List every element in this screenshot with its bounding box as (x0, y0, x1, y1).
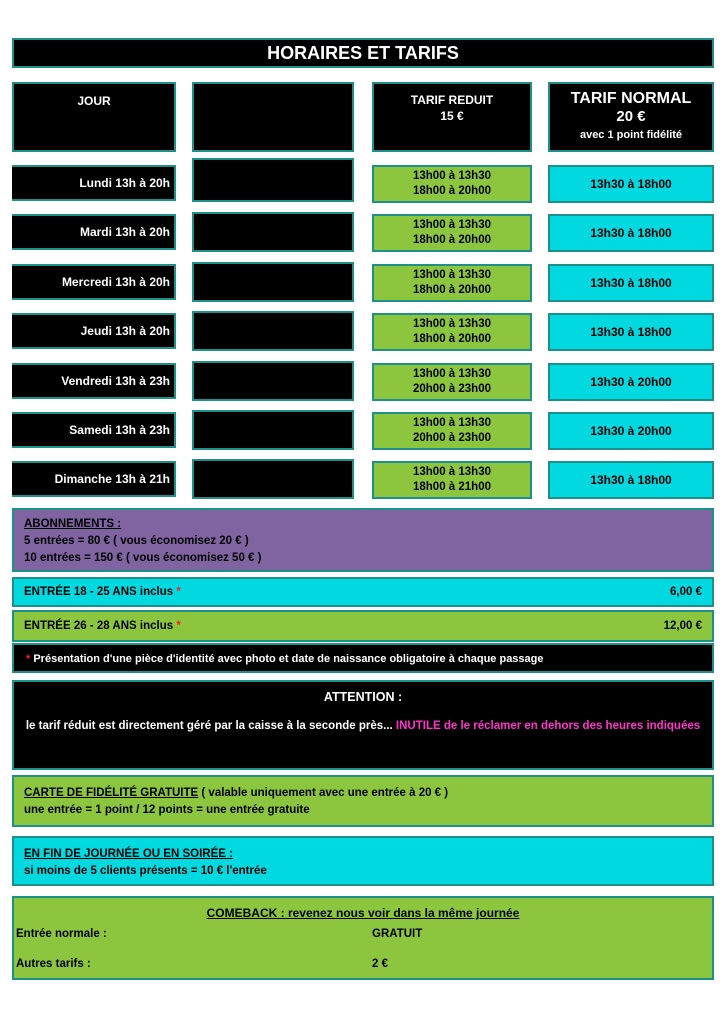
day-reduit-slot (372, 363, 532, 401)
youth-price: 6,00 € (670, 586, 702, 598)
comeback-title: COMEBACK : revenez nous voir dans la même journée (206, 906, 520, 920)
day-reduit-slot (372, 313, 532, 351)
day-reduit-slot (372, 214, 532, 252)
day-label: Vendredi 13h à 23h (12, 363, 176, 399)
reduit-line-2: 20h00 à 23h00 (412, 432, 491, 444)
day-normal-slot: 13h30 à 20h00 (548, 412, 714, 450)
day-label: Samedi 13h à 23h (12, 412, 176, 448)
comeback-row2-label: Autres tarifs : (16, 958, 91, 970)
day-normal-slot: 13h30 à 18h00 (548, 165, 714, 203)
reduit-line-1: 13h00 à 13h30 (412, 170, 491, 182)
reduit-line-1: 13h00 à 13h30 (412, 219, 491, 231)
day-normal-slot: 13h30 à 18h00 (548, 461, 714, 499)
fidelite-line: une entrée = 1 point / 12 points = une entrée gratuite (24, 804, 310, 816)
day-label: Lundi 13h à 20h (12, 165, 176, 201)
day-empty-cell (192, 311, 354, 351)
day-label: Dimanche 13h à 21h (12, 461, 176, 497)
comeback-row2-value: 2 € (372, 958, 388, 970)
reduit-line-1: 13h00 à 13h30 (412, 269, 491, 281)
attention-highlight: INUTILE de le réclamer en dehors des heures indiquées (395, 720, 701, 732)
attention-text: le tarif réduit est directement géré par la caisse à la seconde près... (25, 720, 396, 732)
day-empty-cell (192, 361, 354, 401)
comeback-section (12, 896, 714, 980)
fidelite-title: CARTE DE FIDÉLITÉ GRATUITE (24, 787, 199, 799)
day-empty-cell (192, 410, 354, 450)
reduit-line-1: 13h00 à 13h30 (412, 417, 491, 429)
reduit-line-2: 18h00 à 20h00 (412, 333, 491, 345)
asterisk: * (176, 586, 181, 598)
youth-price: 12,00 € (663, 620, 702, 632)
day-normal-slot: 13h30 à 18h00 (548, 214, 714, 252)
id-note (12, 643, 714, 673)
abonnements-section (12, 508, 714, 572)
abonnements-line-1: 5 entrées = 80 € ( vous économisez 20 € ) (24, 535, 249, 547)
header-tarif-normal (548, 82, 714, 152)
tarif-normal-note: avec 1 point fidélité (579, 129, 683, 141)
day-empty-cell (192, 459, 354, 499)
header-tarif-reduit (372, 82, 532, 152)
comeback-row1-value: GRATUIT (372, 928, 423, 940)
youth-label: ENTRÉE 26 - 28 ANS inclus (24, 620, 174, 632)
day-reduit-slot (372, 461, 532, 499)
day-reduit-slot (372, 165, 532, 203)
asterisk: * (176, 620, 181, 632)
header-empty-column (192, 82, 354, 152)
tarif-normal-label: TARIF NORMAL (570, 90, 692, 107)
day-empty-cell (192, 262, 354, 302)
id-note-text: Présentation d'une pièce d'identité avec photo et date de naissance obligatoire à chaque passage (33, 653, 544, 665)
youth-row-18-25 (12, 577, 714, 607)
day-label: Mardi 13h à 20h (12, 214, 176, 250)
tarif-reduit-price: 15 € (440, 109, 464, 123)
comeback-row1-label: Entrée normale : (16, 928, 107, 940)
day-normal-slot: 13h30 à 20h00 (548, 363, 714, 401)
header-jour (12, 82, 176, 152)
soiree-line: si moins de 5 clients présents = 10 € l'entrée (24, 865, 267, 877)
reduit-line-2: 18h00 à 20h00 (412, 234, 491, 246)
fidelite-title-note: ( valable uniquement avec une entrée à 20 € ) (198, 787, 449, 799)
day-normal-slot: 13h30 à 18h00 (548, 313, 714, 351)
tarif-reduit-label: TARIF REDUIT (410, 93, 494, 107)
page-title: HORAIRES ET TARIFS (12, 38, 714, 68)
youth-label: ENTRÉE 18 - 25 ANS inclus (24, 586, 174, 598)
fidelite-section (12, 775, 714, 827)
tarif-normal-price: 20 € (616, 108, 646, 125)
reduit-line-1: 13h00 à 13h30 (412, 368, 491, 380)
day-label: Jeudi 13h à 20h (12, 313, 176, 349)
soiree-section (12, 836, 714, 886)
reduit-line-1: 13h00 à 13h30 (412, 466, 491, 478)
attention-box (12, 680, 714, 770)
day-reduit-slot (372, 412, 532, 450)
reduit-line-2: 18h00 à 20h00 (412, 284, 491, 296)
abonnements-title: ABONNEMENTS : (24, 518, 122, 530)
attention-title: ATTENTION : (323, 690, 403, 704)
reduit-line-2: 18h00 à 20h00 (412, 185, 491, 197)
youth-row-26-28 (12, 610, 714, 642)
day-reduit-slot (372, 264, 532, 302)
day-empty-cell (192, 158, 354, 202)
abonnements-line-2: 10 entrées = 150 € ( vous économisez 50 € ) (24, 552, 262, 564)
day-label: Mercredi 13h à 20h (12, 264, 176, 300)
header-jour-label: JOUR (77, 94, 111, 108)
reduit-line-1: 13h00 à 13h30 (412, 318, 491, 330)
reduit-line-2: 18h00 à 21h00 (412, 481, 491, 493)
day-normal-slot: 13h30 à 18h00 (548, 264, 714, 302)
reduit-line-2: 20h00 à 23h00 (412, 383, 491, 395)
soiree-title: EN FIN DE JOURNÉE OU EN SOIRÉE : (24, 848, 233, 860)
day-empty-cell (192, 212, 354, 252)
asterisk: * (26, 653, 31, 665)
